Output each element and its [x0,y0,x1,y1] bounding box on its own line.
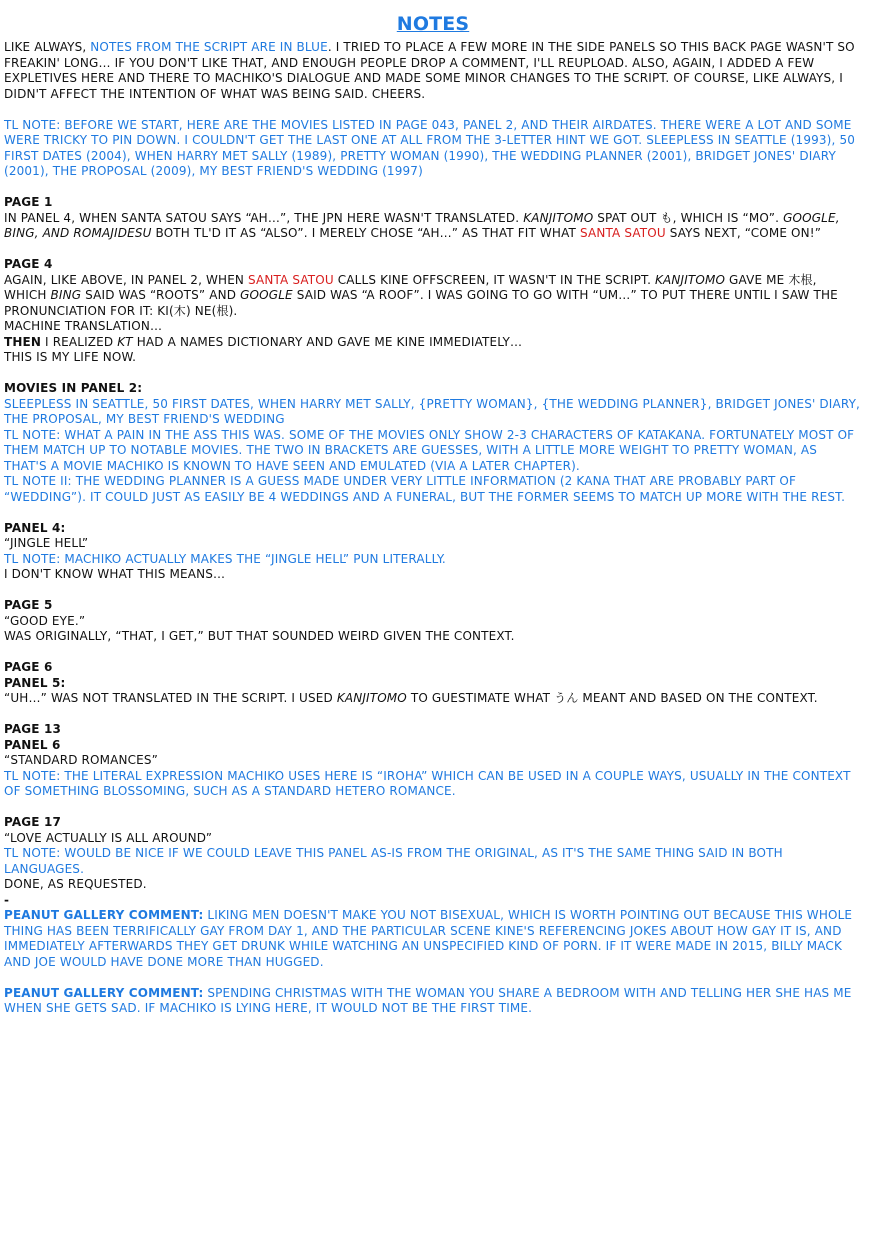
peanut-label-1: PEANUT GALLERY COMMENT: [4,908,204,922]
page17-note: TL NOTE: WOULD BE NICE IF WE COULD LEAVE THIS PANEL AS-IS FROM THE ORIGINAL, AS IT'S THE SAME THING SAID IN BOTH LANGUAGES. [4,846,783,876]
page17-heading: PAGE 17 [4,815,61,829]
page5-text: WAS ORIGINALLY, “THAT, I GET,” BUT THAT SOUNDED WEIRD GIVEN THE CONTEXT. [4,629,515,643]
page4-heading: PAGE 4 [4,257,53,271]
intro-text-2: . I TRIED TO PLACE A FEW MORE IN THE SIDE PANELS SO THIS BACK PAGE WASN'T SO FREAKIN' LONG… IF YOU DON'T LIKE THAT, AND ENOUGH PEOPLE DROP A COMMENT, I'LL REUPLOAD. ALSO, AGAIN, I ADDED A FEW EXPLETIVES HERE AND THERE TO MACHIKO'S DIALOGUE AND MADE SOME MINOR CHANGES TO THE SCRIPT. OF COURSE, LIKE ALWAYS, I DIDN'T AFFECT THE INTENTION OF WHAT WAS BEING SAID. CHEERS. [4,40,855,101]
movies-note-2: TL NOTE II: THE WEDDING PLANNER IS A GUESS MADE UNDER VERY LITTLE INFORMATION (2 KANA THAT ARE PROBABLY PART OF “WEDDING”). IT COULD JUST AS EASILY BE 4 WEDDINGS AND A FUNERAL, BUT THE FORMER SEEMS TO MATCH UP MORE WITH THE REST. [4,474,846,504]
movies-heading: MOVIES IN PANEL 2: [4,381,143,395]
page17-quote: “LOVE ACTUALLY IS ALL AROUND” [4,830,213,845]
page6-subheading: PANEL 5: [4,675,66,690]
page1-kanjitomo: KANJITOMO [523,210,594,225]
page4-santa-satou: SANTA SATOU [248,272,334,287]
page1-text-2: SPAT OUT も, WHICH IS “MO”. [593,210,784,225]
page1-paragraph [4,211,862,242]
page13-heading: PAGE 13 [4,722,61,736]
notes-document [4,12,862,1017]
page4-text-5: SAID WAS “A ROOF”. I WAS GOING TO GO WITH “UM…” TO PUT THERE UNTIL I SAW THE PRONUNCIATION FOR IT: KI(木) NE(根). [4,288,838,318]
page6-paragraph [4,691,862,707]
panel4-quote: “JINGLE HELL” [4,536,89,550]
page1-tools: GOOGLE, BING, AND ROMAJIDESU [4,210,840,240]
page4-bing: BING [50,288,82,302]
page1-text-4: SAYS NEXT, “COME ON!” [665,226,822,240]
page4-paragraph [4,273,862,320]
page4-google: GOOGLE [240,288,293,302]
movies-note-1: TL NOTE: WHAT A PAIN IN THE ASS THIS WAS. SOME OF THE MOVIES ONLY SHOW 2-3 CHARACTERS OF KATAKANA. FORTUNATELY MOST OF THEM MATCH UP TO NOTABLE MOVIES. THE TWO IN BRACKETS ARE GUESSES, WITH A LITTLE MORE WEIGHT TO PRETTY WOMAN, AS THAT'S A MOVIE MACHIKO IS KNOWN TO HAVE SEEN AND EMULATED (VIA A LATER CHAPTER). [4,427,855,473]
page6-text-2: TO GUESTIMATE WHAT うん MEANT AND BASED ON THE CONTEXT. [406,691,818,705]
page4-kt: KT [117,334,133,349]
tl-note-movies: TL NOTE: BEFORE WE START, HERE ARE THE MOVIES LISTED IN PAGE 043, PANEL 2, AND THEIR AIRDATES. THERE WERE A LOT AND SOME WERE TRICKY TO PIN DOWN. I COULDN'T GET THE LAST ONE AT ALL FROM THE 3-LETTER HINT WE GOT. SLEEPLESS IN SEATTLE (1993), 50 FIRST DATES (2004), WHEN HARRY MET SALLY (1989), PRETTY WOMAN (1990), THE WEDDING PLANNER (2001), BRIDGET JONES' DIARY (2001), THE PROPOSAL (2009), MY BEST FRIEND'S WEDDING (1997) [4,117,856,178]
page6-heading: PAGE 6 [4,660,53,674]
peanut-comment-1 [4,908,862,970]
peanut-text-1: LIKING MEN DOESN'T MAKE YOU NOT BISEXUAL, WHICH IS WORTH POINTING OUT BECAUSE THIS WHOLE THING HAS BEEN TERRIFICALLY GAY FROM DAY 1, AND THE PARTICULAR SCENE KINE'S REFERENCING JOKES ABOUT HOW GAY IT IS, AND IMMEDIATELY AFTERWARDS THEY GET DRUNK WHILE WATCHING AN UNSPECIFIED KIND OF PORN. IF IT WERE MADE IN 2015, BILLY MACK AND JOE WOULD HAVE DONE MORE THAN HUGGED. [4,908,853,969]
page13-note: TL NOTE: THE LITERAL EXPRESSION MACHIKO USES HERE IS “IROHA” WHICH CAN BE USED IN A COUPLE WAYS, USUALLY IN THE CONTEXT OF SOMETHING BLOSSOMING, SUCH AS A STANDARD HETERO ROMANCE. [4,768,851,798]
separator-dash: - [4,892,10,907]
peanut-label-2: PEANUT GALLERY COMMENT: [4,985,204,1000]
page13-subheading: PANEL 6 [4,737,61,752]
page4-then: THEN [4,334,42,349]
page4-text-2: CALLS KINE OFFSCREEN, IT WASN'T IN THE SCRIPT. [333,272,656,287]
page1-text-1: IN PANEL 4, WHEN SANTA SATOU SAYS “AH…”, THE JPN HERE WASN'T TRANSLATED. [4,210,524,225]
peanut-text-2: SPENDING CHRISTMAS WITH THE WOMAN YOU SHARE A BEDROOM WITH AND TELLING HER SHE HAS ME WHEN SHE GETS SAD. IF MACHIKO IS LYING HERE, IT WOULD NOT BE THE FIRST TIME. [4,985,852,1015]
page17-done: DONE, AS REQUESTED. [4,877,147,891]
page13-quote: “STANDARD ROMANCES” [4,753,159,767]
intro-blue-text: NOTES FROM THE SCRIPT ARE IN BLUE [90,40,328,54]
panel4-heading: PANEL 4: [4,520,66,535]
page5-quote: “GOOD EYE.” [4,613,86,628]
page4-text-4: SAID WAS “ROOTS” AND [81,288,241,302]
page5-heading: PAGE 5 [4,598,53,612]
intro-text-1: LIKE ALWAYS, [4,40,91,54]
page4-line-2: MACHINE TRANSLATION… [4,319,163,333]
page4-line3-text-2: HAD A NAMES DICTIONARY AND GAVE ME KINE IMMEDIATELY… [132,334,523,349]
intro-paragraph [4,40,862,102]
peanut-comment-2 [4,986,862,1017]
page4-text-1: AGAIN, LIKE ABOVE, IN PANEL 2, WHEN [4,272,249,287]
movies-list: SLEEPLESS IN SEATTLE, 50 FIRST DATES, WHEN HARRY MET SALLY, {PRETTY WOMAN}, {THE WEDDING PLANNER}, BRIDGET JONES' DIARY, THE PROPOSAL, MY BEST FRIEND'S WEDDING [4,396,861,426]
page4-line-4: THIS IS MY LIFE NOW. [4,350,137,364]
page4-text-3: GAVE ME 木根, WHICH [4,272,817,302]
page1-heading: PAGE 1 [4,195,53,209]
panel4-note: TL NOTE: MACHIKO ACTUALLY MAKES THE “JINGLE HELL” PUN LITERALLY. [4,551,446,566]
page-title: NOTES [396,13,470,35]
page1-text-3: BOTH TL'D IT AS “ALSO”. I MERELY CHOSE “AH…” AS THAT FIT WHAT [151,226,580,240]
page6-kanjitomo: KANJITOMO [336,691,407,705]
page6-text-1: “UH…” WAS NOT TRANSLATED IN THE SCRIPT. I USED [4,691,337,705]
panel4-comment: I DON'T KNOW WHAT THIS MEANS… [4,567,226,581]
page4-line-3 [4,335,862,351]
page1-santa-satou: SANTA SATOU [579,226,666,240]
page4-kanjitomo: KANJITOMO [655,272,726,287]
page4-line3-text-1: I REALIZED [41,334,118,349]
